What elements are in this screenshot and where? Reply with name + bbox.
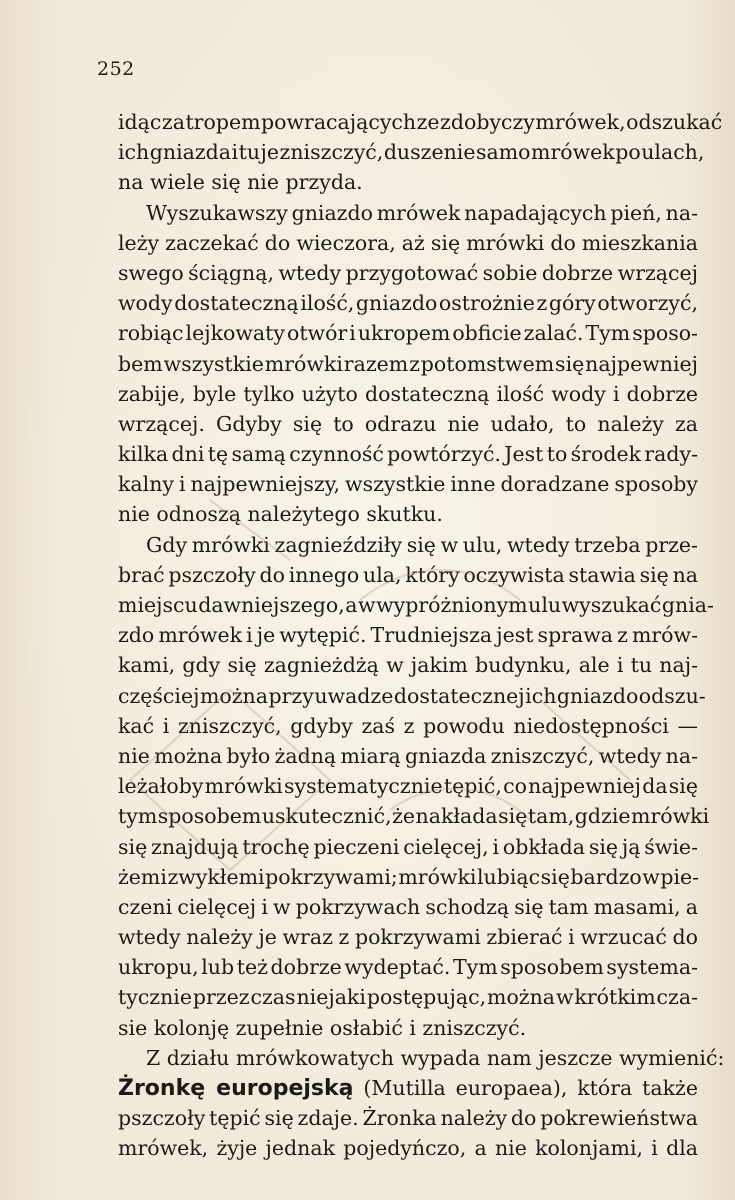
line-text: kać i zniszczyć, gdyby zaś z powodu niedostępności — bbox=[118, 713, 698, 738]
line-text: pszczoły tępić się zdaje. Żronka należy do pokrewieństwa bbox=[118, 1106, 698, 1131]
text-line bbox=[118, 1013, 698, 1043]
text-line bbox=[118, 620, 698, 650]
line-text: zdo mrówek i je wytępić. Trudniejsza jest sprawa z mrów- bbox=[118, 623, 698, 648]
text-line bbox=[118, 801, 710, 831]
text-line bbox=[118, 137, 705, 167]
body-text bbox=[118, 107, 725, 1164]
line-text: kalny i najpewniejszy, wszystkie inne doradzane sposoby bbox=[118, 472, 698, 497]
text-line bbox=[118, 922, 698, 952]
bottom-watermark bbox=[60, 1110, 700, 1180]
line-text: czeni cielęcej i w pokrzywach schodzą się tam masami, a bbox=[118, 894, 698, 919]
line-text: brać pszczoły do innego ula, który oczywista stawia się na bbox=[118, 562, 698, 587]
line-text: swego ściągną, wtedy przygotować sobie dobrze wrzącej bbox=[118, 260, 698, 285]
line-text: idąc za tropem powracających ze zdobyczy mrówek, odszukać bbox=[118, 110, 723, 134]
line-text: tycznie przez czas niejaki postępując, można w krótkim cza- bbox=[118, 985, 698, 1010]
page-number: 252 bbox=[97, 58, 135, 80]
text-line bbox=[118, 952, 698, 982]
line-text: wtedy należy je wraz z pokrzywami zbierać i wrzucać do bbox=[118, 925, 698, 950]
text-line bbox=[118, 711, 698, 741]
line-text: leży zaczekać do wieczora, aż się mrówki do mieszkania bbox=[118, 230, 698, 255]
text-line bbox=[118, 771, 698, 801]
text-line bbox=[118, 832, 698, 862]
line-text: żemi zwykłemi pokrzywami; mrówki lubiąc się bardzo w pie- bbox=[118, 864, 700, 889]
line-text: wrzącej. Gdyby się to odrazu nie udało, to należy za bbox=[118, 411, 698, 436]
line-text: kami, gdy się zagnieżdżą w jakim budynku, ale i tu naj- bbox=[118, 653, 698, 678]
line-text: miejscu dawniejszego, a w wypróżnionym ulu wyszukać gnia- bbox=[118, 593, 714, 617]
text-line bbox=[118, 892, 698, 922]
text-line bbox=[118, 379, 698, 409]
line-text: ukropu, lub też dobrze wydeptać. Tym sposobem systema- bbox=[118, 955, 698, 980]
line-text: na wiele się nie przyda. bbox=[118, 170, 363, 195]
line-text: częściej można przy uwadze dostatecznej ich gniazdo odszu- bbox=[118, 683, 706, 708]
line-text: tym sposobem uskutecznić, że nakłada się tam, gdzie mrówki bbox=[118, 804, 710, 829]
text-line bbox=[118, 590, 714, 620]
line-text: ich gniazda i tu je zniszczyć, duszenie samo mrówek po ulach, bbox=[118, 140, 705, 165]
line-text: Z działu mrówkowatych wypada nam jeszcze wymienić: bbox=[146, 1045, 725, 1070]
text-line bbox=[118, 469, 698, 499]
text-line bbox=[118, 1073, 698, 1103]
text-line bbox=[118, 650, 698, 680]
text-line bbox=[118, 409, 698, 439]
text-line bbox=[118, 982, 698, 1012]
text-line bbox=[118, 349, 698, 379]
line-text: zabije, byle tylko użyto dostateczną ilość wody i dobrze bbox=[118, 381, 698, 406]
line-text: nie odnoszą należytego skutku. bbox=[118, 502, 443, 527]
text-line bbox=[118, 167, 698, 197]
text-line bbox=[118, 228, 698, 258]
line-text: (Mutilla europaea), która także bbox=[353, 1076, 698, 1100]
text-line bbox=[118, 1043, 725, 1073]
line-text: wody dostateczną ilość, gniazdo ostrożnie z góry otworzyć, bbox=[118, 291, 698, 316]
text-line bbox=[118, 288, 698, 318]
line-text: sie kolonję zupełnie osłabić i zniszczyć. bbox=[118, 1015, 527, 1040]
line-text: Gdy mrówki zagnieździły się w ulu, wtedy trzeba prze- bbox=[146, 532, 698, 557]
text-line bbox=[118, 439, 698, 469]
line-text: nie można było żadną miarą gniazda zniszczyć, wtedy na- bbox=[118, 743, 698, 768]
text-line bbox=[118, 198, 698, 228]
line-text: mrówek, żyje jednak pojedyńczo, a nie kolonjami, i dla bbox=[118, 1136, 698, 1161]
line-text: kilka dni tę samą czynność powtórzyć. Jest to środek rady- bbox=[118, 442, 698, 467]
line-text: bem wszystkie mrówki razem z potomstwem się najpewniej bbox=[118, 351, 698, 376]
emphasized-term: Żronkę europejską bbox=[118, 1076, 354, 1101]
line-text: leżałoby mrówki systematycznie tępić, co najpewniej da się bbox=[118, 774, 698, 799]
text-line bbox=[118, 862, 698, 892]
text-line bbox=[118, 258, 698, 288]
text-line bbox=[118, 560, 698, 590]
text-line bbox=[118, 318, 698, 348]
line-text: się znajdują trochę pieczeni cielęcej, i obkłada się ją świe- bbox=[118, 834, 698, 859]
text-line bbox=[118, 107, 723, 137]
text-line bbox=[118, 530, 698, 560]
line-text: Wyszukawszy gniazdo mrówek napadających pień, na- bbox=[146, 200, 698, 225]
text-line bbox=[118, 681, 706, 711]
line-text: robiąc lejkowaty otwór i ukropem obficie zalać. Tym sposo- bbox=[118, 321, 698, 346]
text-line bbox=[118, 499, 698, 529]
text-line bbox=[118, 741, 698, 771]
